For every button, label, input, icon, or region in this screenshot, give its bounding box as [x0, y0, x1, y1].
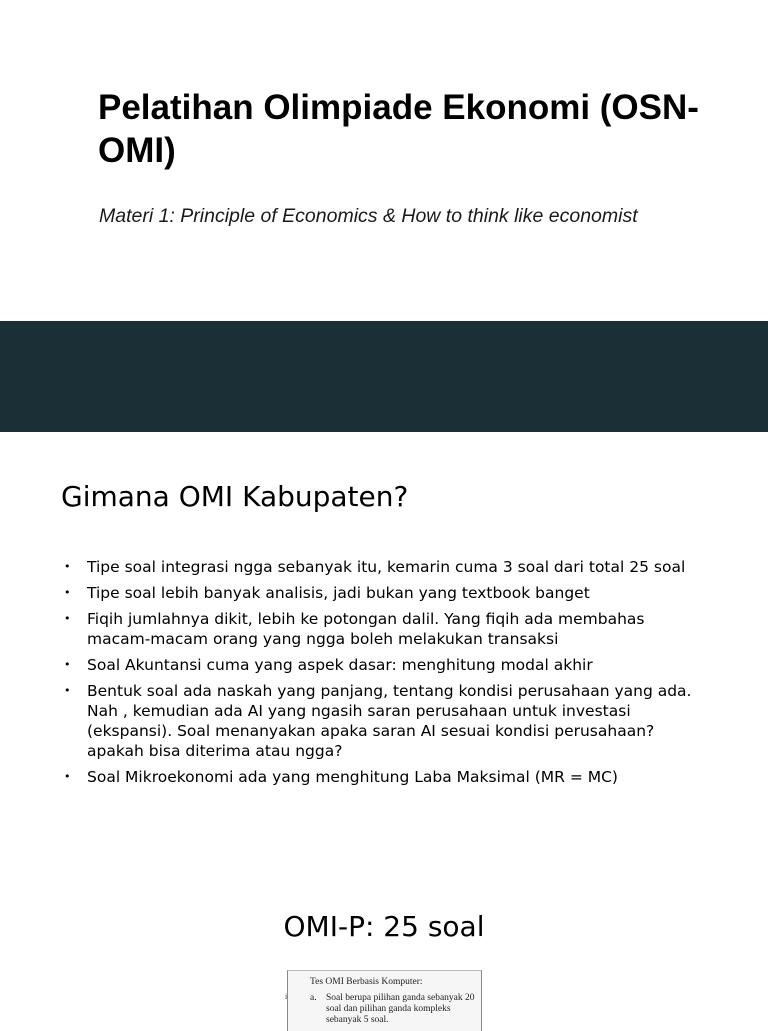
- excerpt-item-label: a.: [310, 993, 317, 1003]
- page-subtitle: Materi 1: Principle of Economics & How to think like economist: [99, 205, 638, 227]
- list-item: [62, 681, 712, 761]
- excerpt-item-text: Soal berupa pilihan ganda sebanyak 20 soal dan pilihan ganda kompleks sebanyak 5 soal.: [326, 993, 475, 1025]
- list-item: [62, 609, 712, 649]
- list-item: [62, 583, 712, 603]
- document-excerpt: [287, 970, 482, 1031]
- excerpt-heading: Tes OMI Berbasis Komputer:: [310, 977, 423, 987]
- bullet-text: Tipe soal integrasi ngga sebanyak itu, kemarin cuma 3 soal dari total 25 soal: [87, 558, 686, 576]
- bullet-text: Fiqih jumlahnya dikit, lebih ke potongan dalil. Yang fiqih ada membahas macam-macam orang yang ngga boleh melakukan transaksi: [87, 610, 645, 648]
- slide-omi-p: [0, 852, 768, 1024]
- bullet-icon: •: [64, 684, 71, 697]
- page-title: Pelatihan Olimpiade Ekonomi (OSN-OMI): [98, 88, 699, 170]
- bullet-list: [62, 557, 712, 793]
- slide-heading: Gimana OMI Kabupaten?: [61, 480, 409, 513]
- bullet-icon: •: [64, 612, 71, 625]
- bullet-icon: •: [64, 560, 71, 573]
- slide-content: [0, 432, 768, 852]
- bullet-text: Soal Akuntansi cuma yang aspek dasar: menghitung modal akhir: [87, 656, 593, 674]
- bullet-icon: •: [64, 586, 71, 599]
- slide-title: [0, 0, 768, 321]
- list-item: [62, 767, 712, 787]
- list-item: [62, 655, 712, 675]
- margin-marker: i: [285, 992, 288, 1001]
- bullet-icon: •: [64, 658, 71, 671]
- bullet-text: Tipe soal lebih banyak analisis, jadi bukan yang textbook banget: [87, 584, 590, 602]
- bullet-text: Soal Mikroekonomi ada yang menghitung Laba Maksimal (MR = MC): [87, 768, 618, 786]
- slide-heading: OMI-P: 25 soal: [283, 910, 485, 943]
- dark-band: [0, 321, 768, 432]
- list-item: [62, 557, 712, 577]
- bullet-icon: •: [64, 770, 71, 783]
- bullet-text: Bentuk soal ada naskah yang panjang, tentang kondisi perusahaan yang ada. Nah , kemudian ada AI yang ngasih saran perusahaan untuk investasi (ekspansi). Soal menanyakan apaka saran AI sesuai kondisi perusahaan? apakah bisa diterima atau ngga?: [87, 682, 692, 760]
